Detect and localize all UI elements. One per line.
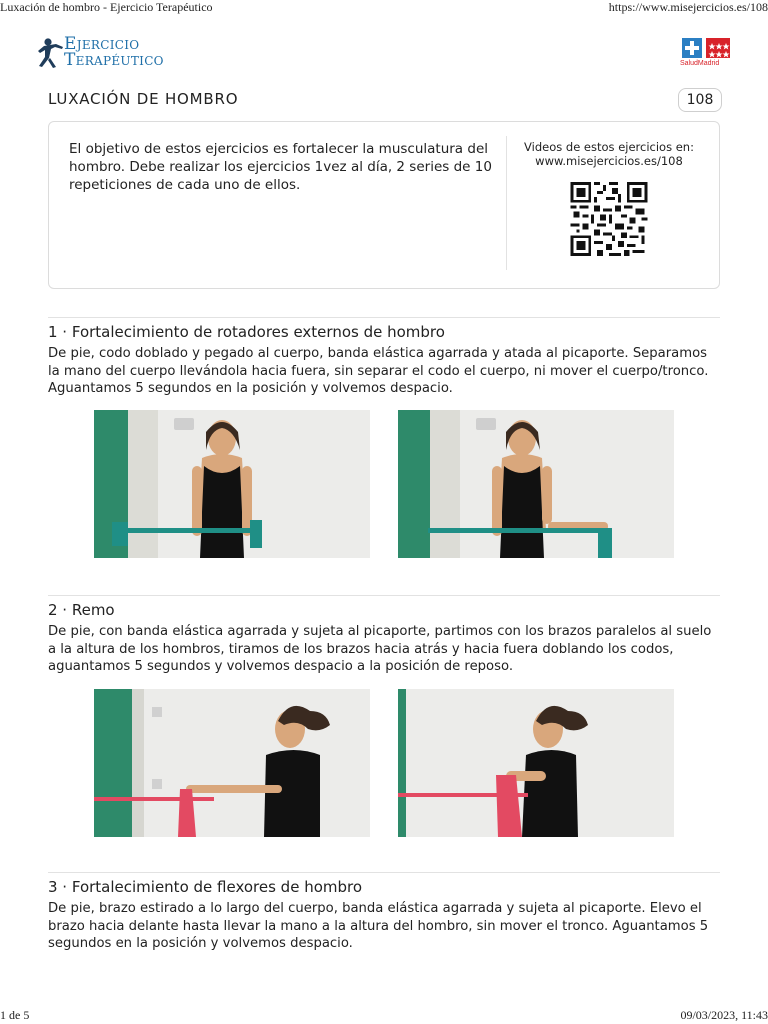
videos-url[interactable]: www.misejercicios.es/108 <box>535 154 683 168</box>
exercise-description: De pie, codo doblado y pegado al cuerpo, banda elástica agarrada y atada al picaporte. Separamos la mano del cuerpo llevándola hacia fuera, sin separar el codo el cuerpo, ni mover el cuerpo/tronco. Aguantamos 5 segundos en la posición y volvemos despacio. <box>48 346 709 396</box>
intro-text: El objetivo de estos ejercicios es fortalecer la musculatura del hombro. Debe realizar los ejercicios 1vez al día, 2 series de 10 repeticiones de cada uno de ellos. <box>69 141 492 193</box>
intro-divider <box>506 136 507 270</box>
exercise-description: De pie, con banda elástica agarrada y sujeta al picaporte, partimos con los brazos paralelos al suelo a la altura de los hombros, tiramos de los brazos hacia atrás y hacia fuera doblando los codos, aguantamos 5 segundos y volvemos despacio a la posición de reposo. <box>48 624 712 674</box>
section-divider <box>48 872 720 873</box>
logo-line-2: Terapéutico <box>64 50 164 70</box>
salud-madrid-label: SaludMadrid <box>680 60 720 67</box>
print-header-url: https://www.misejercicios.es/108 <box>608 0 768 14</box>
videos-label: Videos de estos ejercicios en: <box>524 140 694 154</box>
print-header-title: Luxación de hombro - Ejercicio Terapéutico <box>0 0 213 14</box>
exercise-heading: 1 · Fortalecimiento de rotadores externos de hombro <box>48 323 445 341</box>
section-divider <box>48 317 720 318</box>
exerciser-icon <box>36 36 66 70</box>
intro-box <box>48 121 720 289</box>
exercise-heading: 2 · Remo <box>48 601 115 619</box>
print-footer-page: 1 de 5 <box>0 1008 30 1022</box>
videos-info <box>514 140 704 168</box>
exercise-1-photo-start <box>94 410 370 558</box>
exercise-description: De pie, brazo estirado a lo largo del cuerpo, banda elástica agarrada y sujeta al picaporte. Elevo el brazo hacia delante hasta llevar la mano a la altura del hombro, sin mover el tronco. Aguantamos 5 segundos en la posición y volvemos despacio. <box>48 901 709 951</box>
page-number-badge: 108 <box>678 88 722 112</box>
exercise-heading: 3 · Fortalecimiento de flexores de hombro <box>48 878 363 896</box>
ejercicio-terapeutico-logo <box>36 36 181 72</box>
qr-code-icon[interactable] <box>570 182 648 256</box>
salud-madrid-logo <box>680 36 732 72</box>
print-footer-date: 09/03/2023, 11:43 <box>680 1008 768 1022</box>
logo-wordmark <box>64 36 164 68</box>
exercise-1-photo-end <box>398 410 674 558</box>
logo-line-1: Ejercicio <box>64 34 140 54</box>
page-title: LUXACIÓN DE HOMBRO <box>48 90 239 108</box>
exercise-2-photo-start <box>94 689 370 837</box>
print-header <box>0 0 768 16</box>
madrid-flag-icon <box>682 38 730 58</box>
exercise-2-photo-end <box>398 689 674 837</box>
print-footer <box>0 1008 768 1024</box>
section-divider <box>48 595 720 596</box>
